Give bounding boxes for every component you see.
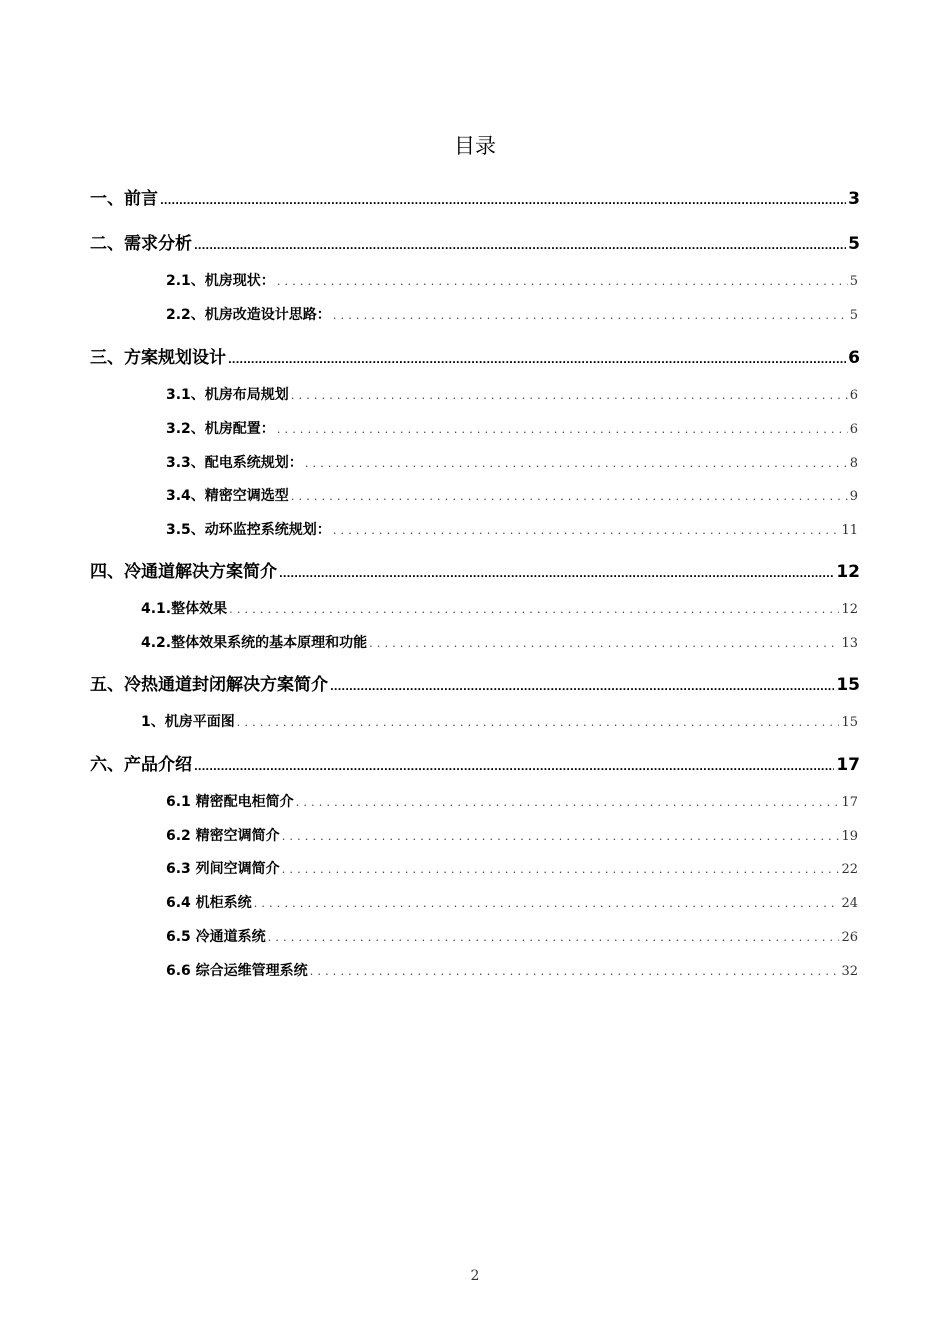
dot-leader (277, 423, 848, 436)
toc-entry-3-5[interactable] (166, 519, 858, 539)
dot-leader (228, 348, 846, 368)
toc-entry-preface[interactable] (90, 184, 860, 209)
dot-leader (330, 675, 834, 695)
dot-leader (291, 389, 848, 402)
toc-label: 三、方案规划设计 (90, 348, 226, 368)
toc-label: 6.3 列间空调简介 (166, 861, 280, 877)
toc-entry-6-4[interactable] (166, 892, 858, 912)
toc-page-number: 13 (841, 636, 858, 651)
toc-label: 6.2 精密空调简介 (166, 828, 280, 844)
toc-label: 3.5、动环监控系统规划： (166, 522, 331, 538)
dot-leader (160, 189, 846, 209)
toc-page-number: 5 (848, 234, 860, 254)
toc-entry-3-4[interactable] (166, 485, 858, 505)
page-number-footer: 2 (470, 1268, 480, 1284)
toc-page-number: 12 (841, 602, 858, 617)
dot-leader (229, 603, 839, 616)
dot-leader (277, 275, 848, 288)
toc-entry-planning[interactable] (90, 343, 860, 368)
toc-label: 6.6 综合运维管理系统 (166, 963, 308, 979)
toc-label: 五、冷热通道封闭解决方案简介 (90, 675, 328, 695)
toc-entry-6-2[interactable] (166, 825, 858, 845)
toc-label: 1、机房平面图 (141, 714, 235, 730)
toc-page-number: 6 (848, 348, 860, 368)
dot-leader (268, 931, 840, 944)
toc-page-number: 5 (849, 308, 858, 323)
toc-label: 3.3、配电系统规划： (166, 455, 303, 471)
toc-label: 6.1 精密配电柜简介 (166, 794, 294, 810)
toc-entry-3-3[interactable] (166, 452, 858, 472)
toc-page-number: 32 (841, 964, 858, 979)
dot-leader (282, 830, 840, 843)
toc-label: 4.1.整体效果 (141, 601, 228, 617)
toc-label: 2.2、机房改造设计思路： (166, 307, 331, 323)
toc-page-number: 24 (841, 896, 858, 911)
toc-entry-5-1[interactable] (141, 711, 858, 731)
toc-page-number: 8 (849, 456, 858, 471)
toc-entry-2-2[interactable] (166, 304, 858, 324)
toc-page-number: 15 (836, 675, 860, 695)
toc-page-number: 6 (849, 388, 858, 403)
toc-page-number: 26 (841, 930, 858, 945)
toc-entry-6-5[interactable] (166, 926, 858, 946)
dot-leader (254, 897, 840, 910)
toc-label: 四、冷通道解决方案简介 (90, 562, 277, 582)
toc-entry-6-6[interactable] (166, 960, 858, 980)
toc-entry-4-1[interactable] (141, 598, 858, 618)
toc-label: 一、前言 (90, 189, 158, 209)
dot-leader (291, 490, 848, 503)
toc-label: 3.1、机房布局规划 (166, 387, 289, 403)
toc-entry-4-2[interactable] (141, 632, 858, 652)
toc-label: 3.2、机房配置： (166, 421, 275, 437)
dot-leader (194, 755, 834, 775)
toc-entry-products[interactable] (90, 750, 860, 775)
toc-entry-requirements[interactable] (90, 229, 860, 254)
toc-label: 二、需求分析 (90, 234, 192, 254)
toc-entry-3-1[interactable] (166, 384, 858, 404)
toc-page-number: 9 (849, 489, 858, 504)
toc-label: 6.4 机柜系统 (166, 895, 252, 911)
dot-leader (310, 965, 840, 978)
toc-label: 4.2.整体效果系统的基本原理和功能 (141, 635, 368, 651)
dot-leader (333, 524, 840, 537)
toc-page-number: 12 (836, 562, 860, 582)
dot-leader (279, 562, 834, 582)
toc-label: 3.4、精密空调选型 (166, 488, 289, 504)
toc-entry-3-2[interactable] (166, 418, 858, 438)
toc-entry-6-1[interactable] (166, 791, 858, 811)
toc-page-number: 5 (849, 274, 858, 289)
dot-leader (237, 716, 840, 729)
toc-page-number: 15 (841, 715, 858, 730)
dot-leader (282, 863, 840, 876)
dot-leader (194, 234, 846, 254)
toc-entry-hot-cold-aisle[interactable] (90, 670, 860, 695)
toc-page-number: 17 (836, 755, 860, 775)
toc-label: 2.1、机房现状： (166, 273, 275, 289)
page-title: 目录 (454, 134, 496, 158)
toc-page-number: 6 (849, 422, 858, 437)
dot-leader (333, 309, 848, 322)
toc-page-number: 17 (841, 795, 858, 810)
toc-entry-6-3[interactable] (166, 858, 858, 878)
toc-page-number: 11 (841, 523, 858, 538)
dot-leader (369, 637, 839, 650)
toc-page-number: 3 (848, 189, 860, 209)
toc-label: 6.5 冷通道系统 (166, 929, 266, 945)
toc-label: 六、产品介绍 (90, 755, 192, 775)
toc-page-number: 22 (841, 862, 858, 877)
dot-leader (305, 457, 848, 470)
toc-page-number: 19 (841, 829, 858, 844)
toc-entry-cold-aisle[interactable] (90, 557, 860, 582)
toc-entry-2-1[interactable] (166, 270, 858, 290)
dot-leader (296, 796, 840, 809)
